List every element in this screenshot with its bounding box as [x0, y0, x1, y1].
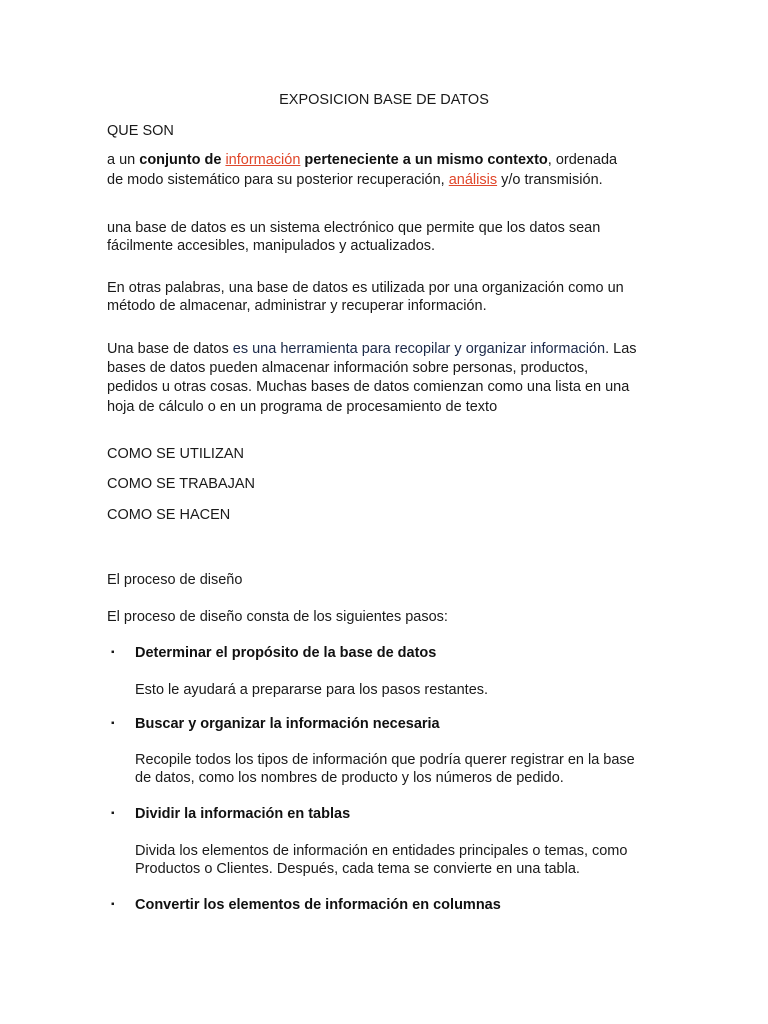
heading-como-se-trabajan: COMO SE TRABAJAN — [107, 476, 255, 492]
def-bold-1: conjunto de — [139, 152, 226, 168]
def-text-4: y/o transmisión. — [497, 172, 603, 188]
bullet-icon: ▪ — [111, 808, 115, 819]
paragraph-3-line-3: pedidos u otras cosas. Muchas bases de datos comienzan como una lista en una — [107, 379, 630, 395]
paragraph-3-line-1 — [107, 340, 637, 358]
heading-que-son: QUE SON — [107, 123, 174, 139]
def-bold-2: perteneciente a un mismo contexto — [300, 152, 548, 168]
step-desc-2-line-1: Recopile todos los tipos de información que podría querer registrar en la base — [135, 752, 635, 768]
paragraph-2-line-1: En otras palabras, una base de datos es utilizada por una organización como un — [107, 280, 624, 296]
step-title-4: Convertir los elementos de información en columnas — [135, 897, 501, 913]
paragraph-1-line-2: fácilmente accesibles, manipulados y actualizados. — [107, 238, 436, 254]
heading-como-se-utilizan: COMO SE UTILIZAN — [107, 446, 244, 462]
step-title-1: Determinar el propósito de la base de datos — [135, 645, 437, 661]
bullet-icon: ▪ — [111, 647, 115, 658]
def-text-2: , ordenada — [547, 152, 618, 168]
step-desc-1-line-1: Esto le ayudará a prepararse para los pasos restantes. — [135, 682, 489, 698]
step-desc-3-line-1: Divida los elementos de información en entidades principales o temas, como — [135, 843, 628, 859]
paragraph-3-line-4: hoja de cálculo o en un programa de procesamiento de texto — [107, 399, 498, 415]
para3-text-a: Una base de datos — [107, 341, 233, 357]
def-text-1: a un — [107, 152, 140, 168]
bullet-icon: ▪ — [111, 718, 115, 729]
document-title: EXPOSICION BASE DE DATOS — [279, 92, 489, 108]
definition-line-2 — [107, 171, 603, 189]
step-title-2: Buscar y organizar la información necesaria — [135, 716, 440, 732]
paragraph-3-line-2: bases de datos pueden almacenar información sobre personas, productos, — [107, 360, 589, 376]
definition-line-1 — [107, 151, 617, 169]
step-title-3: Dividir la información en tablas — [135, 806, 351, 822]
para3-text-c: . Las — [605, 341, 637, 357]
link-informacion[interactable]: información — [225, 152, 301, 168]
paragraph-1-line-1: una base de datos es un sistema electrónico que permite que los datos sean — [107, 220, 601, 236]
proceso-intro: El proceso de diseño consta de los siguientes pasos: — [107, 609, 448, 625]
para3-highlight: es una herramienta para recopilar y organizar información — [232, 341, 606, 357]
bullet-icon: ▪ — [111, 899, 115, 910]
heading-como-se-hacen: COMO SE HACEN — [107, 507, 231, 523]
step-desc-2-line-2: de datos, como los nombres de producto y los números de pedido. — [135, 770, 564, 786]
def-text-3: de modo sistemático para su posterior recuperación, — [107, 172, 449, 188]
step-desc-3-line-2: Productos o Clientes. Después, cada tema se convierte en una tabla. — [135, 861, 580, 877]
proceso-title: El proceso de diseño — [107, 572, 243, 588]
paragraph-2-line-2: método de almacenar, administrar y recuperar información. — [107, 298, 487, 314]
link-analisis[interactable]: análisis — [448, 172, 498, 188]
